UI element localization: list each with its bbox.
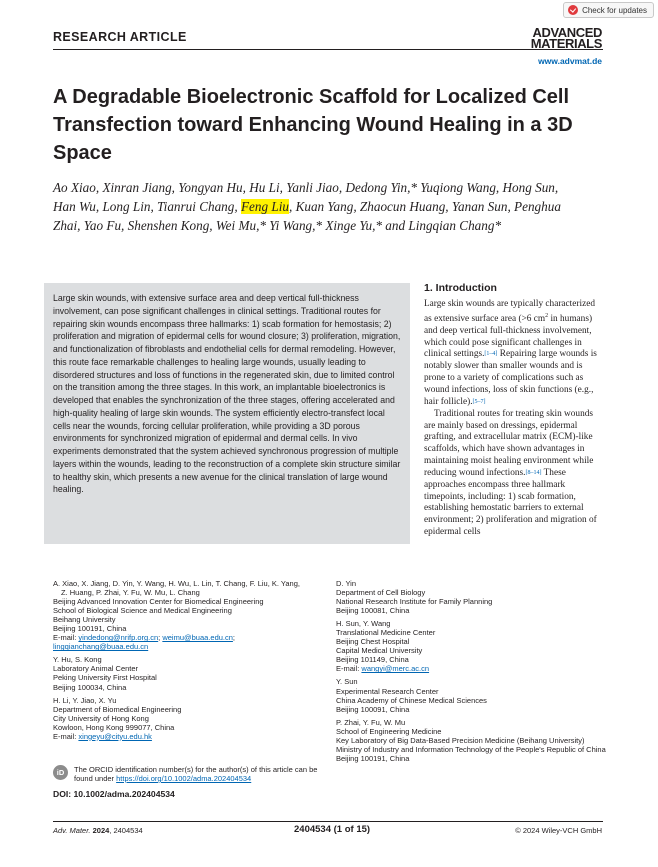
citation-link[interactable]: [1–4]: [484, 351, 498, 358]
introduction-paragraph-1: Large skin wounds are typically characterized as extensive surface area (>6 $cm^2$ in humans) and deep vertical full-thickness involvement, which could pose significant challenges in clinical settings.[1–4] Repairing large wounds is notably slower than smaller wounds and is prone to a variety of complications such as wound infections, loss of skin functions (e.g., hair follicle).[5–7]: [424, 299, 597, 407]
authors-part1: Ao Xiao, Xinran Jiang, Yongyan Hu, Hu Li, Yanli Jiao, Dedong Yin,* Yuqiong Wang, Hong Sun, Han Wu, Long Lin, Tianrui Chang,: [53, 180, 559, 214]
affiliation-line: Beijing 100191, China: [336, 753, 410, 763]
journal-url-link[interactable]: www.advmat.de: [538, 56, 602, 66]
affiliation-line: Beijing Advanced Innovation Center for Biomedical Engineering: [53, 597, 264, 607]
authors-part2: , Kuan Yang, Zhaocun Huang, Yanan Sun, Penghua Zhai, Yao Fu, Shenshen Kong, Wei Mu,* Yi Wang,* Xinge Yu,* and Lingqian Chang*: [53, 199, 561, 233]
orcid-icon: iD: [53, 765, 68, 780]
header-divider: [53, 49, 603, 50]
affiliations-left: [53, 579, 333, 741]
footer-copyright: © 2024 Wiley-VCH GmbH: [515, 826, 602, 835]
affiliation-line: Experimental Research Center: [336, 686, 439, 696]
affiliation-line: Department of Biomedical Engineering: [53, 704, 182, 714]
affiliation-line: Z. Huang, P. Zhai, Y. Fu, W. Mu, L. Chang: [61, 588, 200, 598]
footer-citation: Adv. Mater. 2024, 2404534: [53, 826, 143, 835]
journal-logo-line2: MATERIALS: [530, 36, 602, 51]
highlighted-author: Feng Liu: [240, 199, 289, 214]
abstract-text: Large skin wounds, with extensive surface area and deep vertical full-thickness involvement, can pose significant challenges in clinical settings. Traditional routes for repairing skin wounds encompass three hallmarks: 1) scab formation for hemostasis; 2) proliferation and migration of epidermal cells for wound closure; 3) proliferation, migration, and functionalization of fibroblasts and endothelial cells for dermal remodeling. However, this route face remarkable challenges to healing large wounds, usually leading to disordered structures and loss of functions in the regenerated skin, due to limited control on the transition among the three stages. In this work, an implantable bioelectronics is developed that enables the synchronization of the three stages, offering accelerated and high-quality healing of large skin wounds. The system efficiently electro-transfect local cells near the wounds, forcing cellular proliferation, while providing a 3D porous environments for synchronized migration of epidermal and dermal cells. In vivo experiments demonstrated that the system achieved synchronous progression of multiple layers within the wounds, leading to the reconstruction of a complete skin structure similar to healthy skin, which presents a new avenue for the clinical translation of large wound healing.: [53, 293, 401, 495]
affiliation-line: City University of Hong Kong: [53, 713, 149, 723]
email-link[interactable]: xingeyu@cityu.edu.hk: [78, 731, 152, 741]
email-link[interactable]: yindedong@nrifp.org.cn: [78, 633, 159, 643]
email-link[interactable]: wangyi@merc.ac.cn: [361, 664, 430, 674]
check-for-updates-button[interactable]: [563, 2, 654, 18]
author-list: [53, 178, 578, 235]
orcid-doi-link[interactable]: https://doi.org/10.1002/adma.202404534: [116, 774, 252, 783]
affiliation-line: Laboratory Animal Center: [53, 664, 139, 674]
affiliation-line: Beijing 101149, China: [336, 655, 409, 665]
affiliation-line: H. Li, Y. Jiao, X. Yu: [53, 695, 117, 705]
affiliation-line: Department of Cell Biology: [336, 588, 426, 598]
affiliation-line: Y. Hu, S. Kong: [53, 655, 102, 665]
affiliation-line: A. Xiao, X. Jiang, D. Yin, Y. Wang, H. Wu, L. Lin, T. Chang, F. Liu, K. Yang,: [53, 579, 300, 588]
affiliation-line: Translational Medicine Center: [336, 628, 436, 638]
email-line: E-mail: wangyi@merc.ac.cn: [336, 664, 430, 674]
citation-link[interactable]: [8–14]: [525, 469, 542, 476]
affiliation-line: China Academy of Chinese Medical Sciences: [336, 695, 487, 705]
footer-page-number: 2404534 (1 of 15): [294, 824, 371, 835]
affiliation-line: Key Laboratory of Big Data-Based Precision Medicine (Beihang University): [336, 735, 585, 745]
footer-divider: [53, 821, 603, 822]
email-line: E-mail: xingeyu@cityu.edu.hk: [53, 731, 152, 741]
journal-logo: [531, 27, 602, 49]
article-title: A Degradable Bioelectronic Scaffold for Localized Cell Transfection toward Enhancing Wound Healing in a 3D Space: [53, 86, 573, 164]
affiliation-line: D. Yin: [336, 579, 357, 588]
affiliation-line: School of Engineering Medicine: [336, 726, 442, 736]
email-link[interactable]: weimu@buaa.edu.cn: [162, 633, 233, 643]
affiliation-line: Peking University First Hospital: [53, 673, 157, 683]
email-link[interactable]: lingqianchang@buaa.edu.cn: [53, 642, 149, 652]
introduction-paragraph-2: Traditional routes for treating skin wounds are mainly based on dressings, epidermal grafting, and extracellular matrix (ECM)-like scaffolds, which have shown advantages in maintaining moist healing environment while reducing wound infections.[8–14] These approaches encompass three hallmark timepoints, including: 1) scab formation, establishing hemostatic barriers to external environment; 2) proliferation and migration of epidermal cells: [424, 408, 597, 538]
article-type-label: RESEARCH ARTICLE: [53, 30, 187, 44]
affiliation-line: Beijing 100034, China: [53, 682, 127, 692]
affiliation-line: Beijing 100091, China: [336, 704, 410, 714]
affiliation-line: Beijing 100191, China: [53, 624, 127, 634]
orcid-note: The ORCID identification number(s) for the author(s) of this article can be found under https://doi.org/10.1002/adma.202404534: [74, 765, 318, 783]
affiliation-line: School of Biological Science and Medical Engineering: [53, 606, 232, 616]
citation-link[interactable]: [5–7]: [472, 398, 486, 405]
check-badge-icon: [568, 5, 578, 15]
email-line: E-mail: yindedong@nrifp.org.cn; weimu@buaa.edu.cn;: [53, 633, 236, 643]
affiliation-line: P. Zhai, Y. Fu, W. Mu: [336, 717, 406, 727]
introduction-body: [424, 299, 604, 539]
affiliation-line: Ministry of Industry and Information Technology of the People's Republic of China: [336, 744, 606, 754]
affiliation-line: Capital Medical University: [336, 646, 423, 656]
introduction-heading: 1. Introduction: [424, 282, 497, 294]
affiliation-line: National Research Institute for Family Planning: [336, 597, 493, 607]
journal-logo-line1: ADVANCED: [532, 25, 602, 40]
affiliation-line: Beijing 100081, China: [336, 606, 410, 616]
affiliation-line: Kowloon, Hong Kong 999077, China: [53, 722, 175, 732]
affiliation-line: H. Sun, Y. Wang: [336, 619, 391, 629]
check-for-updates-label: Check for updates: [582, 5, 647, 15]
affiliations-right: [336, 579, 606, 763]
affiliation-line: Beijing Chest Hospital: [336, 637, 410, 647]
affiliation-line: Beihang University: [53, 615, 116, 625]
article-doi: DOI: 10.1002/adma.202404534: [53, 789, 175, 799]
affiliation-line: Y. Sun: [336, 677, 358, 687]
